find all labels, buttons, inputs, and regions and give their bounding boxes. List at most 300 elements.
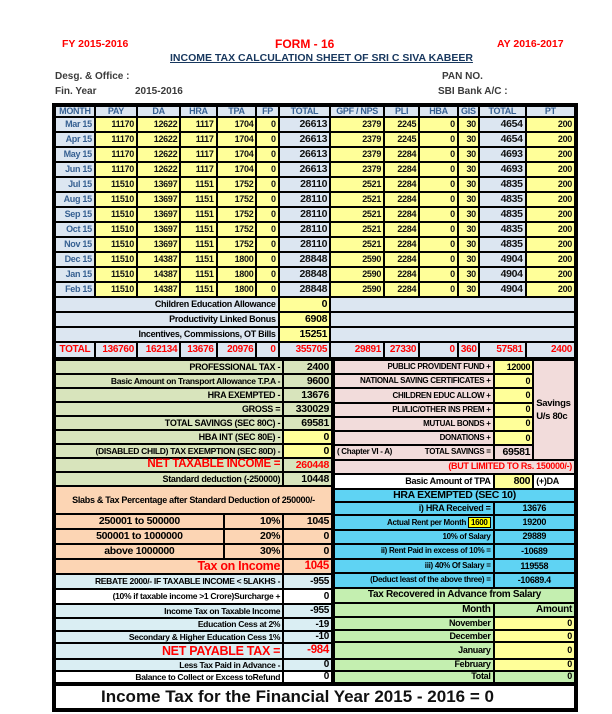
tax-calc-label: (10% if taxable income >1 Crore)Surcharge + [55,589,283,604]
tax-on-income-label: Tax on Income [55,559,283,574]
deduction-total-cell: 4835 [479,207,526,222]
month-label: Aug 15 [55,192,95,207]
fp-cell[interactable]: 0 [256,207,278,222]
desg-label: Desg. & Office : [55,71,130,82]
deduction-value[interactable]: 0 [283,430,332,444]
gpf-nps-cell[interactable]: 2379 [330,162,384,177]
column-header-gross-total: TOTAL [279,106,331,117]
tax-calc-value: 0 [283,589,332,604]
savings-input[interactable]: 0 [494,403,534,417]
hba-cell[interactable]: 0 [419,132,458,147]
tax-calc-label: Income Tax on Taxable Income [55,604,283,618]
gis-cell[interactable]: 30 [458,177,479,192]
slabs-title: Slabs & Tax Percentage after Standard Deduction of 250000/- [55,486,332,514]
hba-cell[interactable]: 0 [419,177,458,192]
column-header-pt: PT [526,106,575,117]
fp-total: 0 [256,342,278,358]
slab-range: 250001 to 500000 [55,514,224,529]
da-cell[interactable]: 13697 [137,192,180,207]
hra-row-label: ii) Rent Paid in excess of 10% = [334,544,494,559]
pli-cell[interactable]: 2284 [384,252,419,267]
pt-cell[interactable]: 200 [526,237,575,252]
pli-cell[interactable]: 2284 [384,177,419,192]
gross-total-total: 355705 [279,342,331,358]
gis-cell[interactable]: 30 [458,192,479,207]
pli-cell[interactable]: 2284 [384,267,419,282]
deduction-total-cell: 4654 [479,117,526,132]
tpa-cell[interactable]: 1704 [217,117,257,132]
tax-calc-value: -955 [283,604,332,618]
rent-annual: 19200 [494,515,575,529]
advance-month-header: Month [334,603,494,617]
da-cell[interactable]: 14387 [137,282,180,297]
pay-cell[interactable]: 11510 [95,237,137,252]
tpa-cell[interactable]: 1704 [217,147,257,162]
da-cell[interactable]: 12622 [137,117,180,132]
gpf-nps-total: 29891 [330,342,384,358]
pt-cell[interactable]: 200 [526,192,575,207]
hba-cell[interactable]: 0 [419,222,458,237]
table-row [55,402,332,416]
deduction-label: (DISABLED CHILD) TAX EXEMPTION (SEC 80D) - [55,444,283,458]
savings-input[interactable]: 12000 [494,360,534,374]
fin-year-label: Fin. Year [55,86,97,97]
pli-cell[interactable]: 2284 [384,192,419,207]
savings-input[interactable]: 0 [494,388,534,402]
slab-tax: 0 [283,544,332,559]
hra-cell[interactable]: 1151 [180,267,216,282]
da-cell[interactable]: 12622 [137,162,180,177]
savings-limit-note: (BUT LIMITED TO Rs. 150000/-) [334,460,575,474]
tax-calc-value: -955 [283,574,332,589]
table-row [55,444,332,458]
gross-total-cell: 26613 [279,162,331,177]
month-label: Jul 15 [55,177,95,192]
savings-input[interactable]: 0 [494,417,534,431]
gross-total-cell: 28848 [279,267,331,282]
gpf-nps-cell[interactable]: 2521 [330,237,384,252]
slab-percent: 20% [224,529,283,544]
fp-cell[interactable]: 0 [256,147,278,162]
table-row [55,589,332,604]
hba-cell[interactable]: 0 [419,267,458,282]
fp-cell[interactable]: 0 [256,177,278,192]
gis-cell[interactable]: 30 [458,267,479,282]
table-row [334,603,575,617]
gross-total-cell: 28110 [279,222,331,237]
gis-total: 360 [458,342,479,358]
hba-cell[interactable]: 0 [419,162,458,177]
total-label: TOTAL [55,342,95,358]
table-row [334,474,575,489]
empty-cell [330,327,575,342]
rent-input[interactable]: 1600 [468,517,491,528]
da-cell[interactable]: 13697 [137,177,180,192]
table-row [55,222,575,237]
gross-total-cell: 26613 [279,132,331,147]
chapter-label: ( Chapter VI - A) [337,447,393,457]
advance-amount[interactable]: 0 [494,617,575,630]
deduction-label: HRA EXEMPTED - [55,388,283,402]
hra-cell[interactable]: 1117 [180,117,216,132]
table-row [334,573,575,587]
table-row [55,342,575,358]
hra-total: 13676 [180,342,216,358]
table-row [55,388,332,402]
fp-cell[interactable]: 0 [256,162,278,177]
hra-cell[interactable]: 1117 [180,132,216,147]
gpf-nps-cell[interactable]: 2521 [330,207,384,222]
gis-cell[interactable]: 30 [458,252,479,267]
gpf-nps-cell[interactable]: 2379 [330,117,384,132]
gpf-nps-cell[interactable]: 2590 [330,267,384,282]
advance-month: Total [334,671,494,683]
fp-cell[interactable]: 0 [256,282,278,297]
advance-amount[interactable]: 0 [494,630,575,642]
tpa-cell[interactable]: 1704 [217,162,257,177]
table-row [55,327,575,342]
tpa-label: Basic Amount of TPA [334,474,494,489]
deductions-table [54,359,333,684]
table-row [55,177,575,192]
deduction-total-total: 57581 [479,342,526,358]
savings-label: NATIONAL SAVING CERTIFICATES + [334,374,494,388]
pt-cell[interactable]: 200 [526,132,575,147]
deduction-label: PROFESSIONAL TAX - [55,360,283,374]
savings-80c-label: Savings U/s 80c [533,360,575,460]
table-row [55,486,332,514]
da-cell[interactable]: 12622 [137,147,180,162]
pay-cell[interactable]: 11510 [95,192,137,207]
advance-amount-header: Amount [494,603,575,617]
da-cell[interactable]: 13697 [137,207,180,222]
total-savings-label [334,445,494,459]
ay-label: AY 2016-2017 [497,38,564,50]
final-income-tax: Income Tax for the Financial Year 2015 - 2016 = 0 [54,684,576,710]
hba-total: 0 [419,342,458,358]
table-row [334,489,575,502]
advance-month: December [334,630,494,642]
total-savings-text: TOTAL SAVINGS = [424,447,491,457]
month-label: Feb 15 [55,282,95,297]
pt-cell[interactable]: 200 [526,117,575,132]
pli-cell[interactable]: 2284 [384,282,419,297]
gross-total-cell: 28848 [279,282,331,297]
gpf-nps-cell[interactable]: 2379 [330,147,384,162]
hba-cell[interactable]: 0 [419,252,458,267]
fp-cell[interactable]: 0 [256,267,278,282]
hba-cell[interactable]: 0 [419,147,458,162]
column-header-pay: PAY [95,106,137,117]
pli-cell[interactable]: 2284 [384,207,419,222]
savings-hra-table [333,359,576,684]
gpf-nps-cell[interactable]: 2379 [330,132,384,147]
slab-range: 500001 to 1000000 [55,529,224,544]
deduction-value: 69581 [283,416,332,430]
fp-cell[interactable]: 0 [256,192,278,207]
gross-total-cell: 28110 [279,192,331,207]
savings-label: MUTUAL BONDS + [334,417,494,431]
gis-cell[interactable]: 30 [458,132,479,147]
da-cell[interactable]: 13697 [137,222,180,237]
hba-cell[interactable]: 0 [419,282,458,297]
advance-month: February [334,659,494,671]
table-row [334,460,575,474]
hra-row-value: -10689 [494,544,575,559]
tax-calc-value: 0 [283,659,332,671]
pt-cell[interactable]: 200 [526,252,575,267]
hra-title: HRA EXEMPTED (SEC 10) [334,489,575,502]
deduction-label: TOTAL SAVINGS (SEC 80C) - [55,416,283,430]
gis-cell[interactable]: 30 [458,147,479,162]
pay-cell[interactable]: 11170 [95,147,137,162]
hra-cell[interactable]: 1117 [180,147,216,162]
extra-row-value[interactable]: 0 [279,297,331,312]
salary-table [54,105,576,359]
advance-tax-title: Tax Recovered in Advance from Salary [334,588,575,603]
slab-percent: 30% [224,544,283,559]
gis-cell[interactable]: 30 [458,222,479,237]
gis-cell[interactable]: 30 [458,162,479,177]
column-header-month: MONTH [55,106,95,117]
hra-cell[interactable]: 1151 [180,222,216,237]
month-label: Nov 15 [55,237,95,252]
table-row [334,642,575,658]
table-row [55,574,332,589]
table-row [55,671,332,683]
table-row [334,515,575,529]
gross-total-cell: 26613 [279,147,331,162]
table-row [55,192,575,207]
gis-cell[interactable]: 30 [458,237,479,252]
deduction-label: Basic Amount on Transport Allowance T.P.A - [55,374,283,388]
pan-label: PAN NO. [442,71,483,82]
table-row [334,502,575,515]
tpa-cell[interactable]: 1800 [217,267,257,282]
tpa-input[interactable]: 800 [494,474,534,489]
deduction-value: 2400 [283,360,332,374]
pt-cell[interactable]: 200 [526,162,575,177]
pt-cell[interactable]: 200 [526,267,575,282]
tpa-cell[interactable]: 1704 [217,132,257,147]
hra-row-value: -10689.4 [494,573,575,587]
hra-cell[interactable]: 1151 [180,207,216,222]
deduction-label: HBA INT (SEC 80E) - [55,430,283,444]
hba-cell[interactable]: 0 [419,237,458,252]
empty-cell [330,297,575,312]
deduction-value: 13676 [283,388,332,402]
da-cell[interactable]: 14387 [137,252,180,267]
fp-cell[interactable]: 0 [256,237,278,252]
pay-cell[interactable]: 11170 [95,162,137,177]
tpa-cell[interactable]: 1800 [217,252,257,267]
pli-cell[interactable]: 2245 [384,117,419,132]
extra-row-value[interactable]: 15251 [279,327,331,342]
tpa-cell[interactable]: 1752 [217,207,257,222]
extra-row-label: Productivity Linked Bonus [55,312,279,327]
hra-received-value: 13676 [494,502,575,515]
hra-cell[interactable]: 1151 [180,192,216,207]
hra-cell[interactable]: 1151 [180,177,216,192]
hra-row-label: iii) 40% Of Salary = [334,559,494,573]
advance-amount: 0 [494,671,575,683]
table-row [55,297,575,312]
table-row [55,514,332,529]
gpf-nps-cell[interactable]: 2521 [330,177,384,192]
tpa-cell[interactable]: 1752 [217,192,257,207]
savings-input[interactable]: 0 [494,374,534,388]
pli-cell[interactable]: 2284 [384,237,419,252]
deduction-total-cell: 4835 [479,177,526,192]
pay-cell[interactable]: 11510 [95,282,137,297]
hra-row-value: 29889 [494,530,575,544]
savings-label: DONATIONS + [334,431,494,445]
table-row [55,659,332,671]
deduction-value: 330029 [283,402,332,416]
table-row [55,106,575,117]
table-row [55,529,332,544]
table-row [55,267,575,282]
fp-cell[interactable]: 0 [256,117,278,132]
pay-cell[interactable]: 11170 [95,132,137,147]
hra-row-label: 10% of Salary [334,530,494,544]
extra-row-label: Incentives, Commissions, OT Bills [55,327,279,342]
column-header-da: DA [137,106,180,117]
hra-cell[interactable]: 1151 [180,252,216,267]
pt-cell[interactable]: 200 [526,147,575,162]
fp-cell[interactable]: 0 [256,222,278,237]
pli-cell[interactable]: 2245 [384,132,419,147]
pli-total: 27330 [384,342,419,358]
hra-row-value: 119558 [494,559,575,573]
pay-cell[interactable]: 11510 [95,222,137,237]
tpa-cell[interactable]: 1752 [217,237,257,252]
advance-amount[interactable]: 0 [494,642,575,658]
tax-calc-label: Balance to Collect or Excess toRefund [55,671,283,683]
month-label: Dec 15 [55,252,95,267]
table-row [55,132,575,147]
column-header-pli: PLI [384,106,419,117]
table-row [55,472,332,486]
tax-calc-value: -984 [283,643,332,659]
pli-cell[interactable]: 2284 [384,222,419,237]
gross-total-cell: 28110 [279,237,331,252]
savings-label: PUBLIC PROVIDENT FUND + [334,360,494,374]
table-row [55,374,332,388]
pli-cell[interactable]: 2284 [384,147,419,162]
gis-cell[interactable]: 30 [458,207,479,222]
tax-sheet [52,103,578,712]
hba-cell[interactable]: 0 [419,117,458,132]
pli-cell[interactable]: 2284 [384,162,419,177]
pay-cell[interactable]: 11170 [95,117,137,132]
gpf-nps-cell[interactable]: 2590 [330,252,384,267]
table-row [334,630,575,642]
deduction-total-cell: 4693 [479,147,526,162]
pt-cell[interactable]: 200 [526,207,575,222]
table-row [55,604,332,618]
table-row [55,643,332,659]
tax-calc-value: 0 [283,671,332,683]
column-header-gpf-nps: GPF / NPS [330,106,384,117]
slab-tax: 0 [283,529,332,544]
table-row [334,530,575,544]
table-row [55,416,332,430]
gis-cell[interactable]: 30 [458,117,479,132]
tpa-cell[interactable]: 1752 [217,222,257,237]
fin-year-value: 2015-2016 [135,86,183,97]
gis-cell[interactable]: 30 [458,282,479,297]
deduction-total-cell: 4654 [479,132,526,147]
gpf-nps-cell[interactable]: 2590 [330,282,384,297]
pt-total: 2400 [526,342,575,358]
table-row [55,618,332,631]
month-label: Jun 15 [55,162,95,177]
pay-cell[interactable]: 11510 [95,207,137,222]
month-label: Sep 15 [55,207,95,222]
tpa-total: 20976 [217,342,257,358]
hba-cell[interactable]: 0 [419,207,458,222]
gpf-nps-cell[interactable]: 2521 [330,192,384,207]
pay-cell[interactable]: 11510 [95,177,137,192]
rent-label: Actual Rent per Month [387,517,467,527]
advance-month: January [334,642,494,658]
deduction-total-cell: 4835 [479,237,526,252]
savings-input[interactable]: 0 [494,431,534,445]
da-cell[interactable]: 12622 [137,132,180,147]
hba-cell[interactable]: 0 [419,192,458,207]
da-cell[interactable]: 13697 [137,237,180,252]
da-cell[interactable]: 14387 [137,267,180,282]
deduction-value: 9600 [283,374,332,388]
fp-cell[interactable]: 0 [256,252,278,267]
pt-cell[interactable]: 200 [526,222,575,237]
hra-cell[interactable]: 1151 [180,282,216,297]
hra-cell[interactable]: 1117 [180,162,216,177]
fp-cell[interactable]: 0 [256,132,278,147]
deduction-value: 260448 [283,458,332,472]
month-label: Apr 15 [55,132,95,147]
pt-cell[interactable]: 200 [526,282,575,297]
table-row [55,631,332,643]
deduction-total-cell: 4693 [479,162,526,177]
deduction-total-cell: 4835 [479,222,526,237]
deduction-value[interactable]: 0 [283,444,332,458]
hra-row-label: (Deduct least of the above three) = [334,573,494,587]
deduction-total-cell: 4904 [479,252,526,267]
total-savings-value: 69581 [494,445,534,459]
slab-percent: 10% [224,514,283,529]
extra-row-value[interactable]: 6908 [279,312,331,327]
tpa-suffix: (+)DA [533,474,575,489]
pay-cell[interactable]: 11510 [95,252,137,267]
column-header-hba: HBA [419,106,458,117]
table-row [55,458,332,472]
tpa-cell[interactable]: 1752 [217,177,257,192]
hra-cell[interactable]: 1151 [180,237,216,252]
rent-cell [334,515,494,529]
deduction-total-cell: 4835 [479,192,526,207]
gpf-nps-cell[interactable]: 2521 [330,222,384,237]
tax-calc-label: Education Cess at 2% [55,618,283,631]
tpa-cell[interactable]: 1800 [217,282,257,297]
advance-amount[interactable]: 0 [494,659,575,671]
empty-cell [330,312,575,327]
pt-cell[interactable]: 200 [526,177,575,192]
table-row [55,430,332,444]
tax-calc-label: REBATE 2000/- IF TAXABLE INCOME < 5LAKHS - [55,574,283,589]
pay-cell[interactable]: 11510 [95,267,137,282]
